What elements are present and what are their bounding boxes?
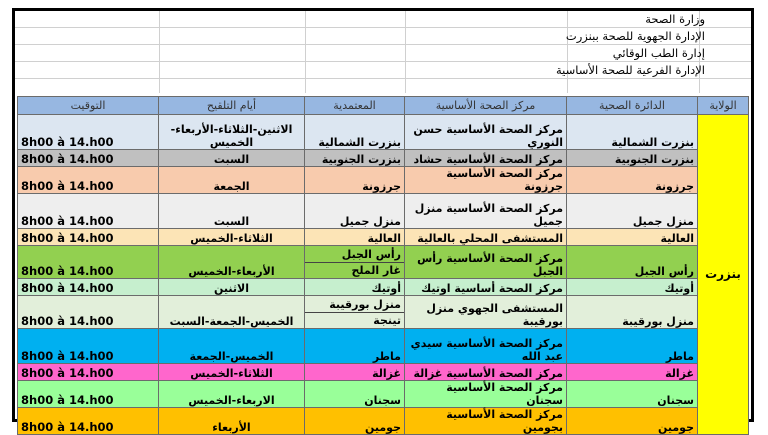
district-cell: سجنان	[567, 381, 698, 408]
vaccination-days-cell: الاثنين	[159, 279, 305, 296]
table-body	[18, 115, 749, 435]
delegation-cell: العالية	[305, 229, 405, 246]
delegation-sub-item: منزل بورقيبة	[329, 298, 401, 311]
delegation-cell	[305, 246, 405, 279]
center-cell: مركز الصحة الأساسية رأس الجبل	[405, 246, 567, 279]
district-cell: ماطر	[567, 329, 698, 364]
spreadsheet-document	[12, 8, 754, 434]
vaccination-schedule-table	[17, 96, 749, 435]
table-row	[18, 150, 749, 167]
time-cell: 8h00 à 14.h00	[18, 229, 159, 246]
district-cell: منزل بورقيبة	[567, 296, 698, 329]
center-cell: مركز الصحة الأساسية حسن النوري	[405, 115, 567, 150]
time-cell: 8h00 à 14.h00	[18, 408, 159, 435]
time-cell: 8h00 à 14.h00	[18, 246, 159, 279]
delegation-sub-item: تينجة	[305, 312, 404, 328]
district-cell: جومين	[567, 408, 698, 435]
vaccination-days-cell: الاربعاء-الخميس	[159, 381, 305, 408]
district-cell: رأس الجبل	[567, 246, 698, 279]
center-cell: المستشفى المحلي بالعالية	[405, 229, 567, 246]
column-header-delegation: المعتمدية	[305, 97, 405, 115]
vaccination-days-cell: الخميس-الجمعة	[159, 329, 305, 364]
time-cell: 8h00 à 14.h00	[18, 279, 159, 296]
time-cell: 8h00 à 14.h00	[18, 115, 159, 150]
vaccination-days-cell: الثلاثاء-الخميس	[159, 229, 305, 246]
delegation-cell: بنزرت الشمالية	[305, 115, 405, 150]
column-header-state: الولاية	[698, 97, 749, 115]
column-header-time: التوقيت	[18, 97, 159, 115]
center-cell: مركز الصحة الأساسية حشاد	[405, 150, 567, 167]
vaccination-days-cell: السبت	[159, 150, 305, 167]
delegation-cell: منزل جميل	[305, 194, 405, 229]
vaccination-days-cell: السبت	[159, 194, 305, 229]
delegation-cell	[305, 296, 405, 329]
vaccination-days-cell: الثلاثاء-الخميس	[159, 364, 305, 381]
delegation-cell: أوتيك	[305, 279, 405, 296]
column-header-days: أيام التلقيح	[159, 97, 305, 115]
time-cell: 8h00 à 14.h00	[18, 167, 159, 194]
table-row	[18, 296, 749, 329]
column-header-district: الدائرة الصحية	[567, 97, 698, 115]
table-row	[18, 381, 749, 408]
header-basic-health-subdirectorate: الإدارة الفرعية للصحة الأساسية	[555, 63, 705, 77]
table-row	[18, 194, 749, 229]
delegation-cell: سجنان	[305, 381, 405, 408]
delegation-cell: جرزونة	[305, 167, 405, 194]
center-cell: مركز الصحة الأساسية بجومين	[405, 408, 567, 435]
center-cell: مركز الصحة أساسية اوتيك	[405, 279, 567, 296]
header-preventive-medicine: إدارة الطب الوقائي	[612, 46, 705, 60]
time-cell: 8h00 à 14.h00	[18, 381, 159, 408]
district-cell: بنزرت الجنوبية	[567, 150, 698, 167]
table-row	[18, 279, 749, 296]
center-cell: مركز الصحة الأساسية جرزونة	[405, 167, 567, 194]
center-cell: مركز الصحة الأساسية سيدي عبد الله	[405, 329, 567, 364]
delegation-sub-item: غار الملح	[305, 262, 404, 278]
table-row	[18, 408, 749, 435]
district-cell: أوتيك	[567, 279, 698, 296]
table-row	[18, 115, 749, 150]
district-cell: جرزونة	[567, 167, 698, 194]
column-header-center: مركز الصحة الأساسية	[405, 97, 567, 115]
delegation-sub-item: رأس الجبل	[341, 248, 401, 261]
district-cell: بنزرت الشمالية	[567, 115, 698, 150]
state-cell: بنزرت	[698, 115, 749, 435]
time-cell: 8h00 à 14.h00	[18, 364, 159, 381]
time-cell: 8h00 à 14.h00	[18, 150, 159, 167]
time-cell: 8h00 à 14.h00	[18, 194, 159, 229]
district-cell: العالية	[567, 229, 698, 246]
table-row	[18, 364, 749, 381]
vaccination-days-cell: الخميس-الجمعة-السبت	[159, 296, 305, 329]
time-cell: 8h00 à 14.h00	[18, 296, 159, 329]
center-cell: المستشفى الجهوي منزل بورقيبة	[405, 296, 567, 329]
district-cell: منزل جميل	[567, 194, 698, 229]
vaccination-days-cell: الأربعاء-الخميس	[159, 246, 305, 279]
district-cell: غزالة	[567, 364, 698, 381]
header-ministry: وزارة الصحة	[645, 12, 705, 26]
table-row	[18, 167, 749, 194]
table-row	[18, 329, 749, 364]
delegation-cell: ماطر	[305, 329, 405, 364]
vaccination-days-cell: الجمعة	[159, 167, 305, 194]
table-header-row	[18, 97, 749, 115]
delegation-cell: غزالة	[305, 364, 405, 381]
vaccination-days-cell: الأربعاء	[159, 408, 305, 435]
delegation-cell: بنزرت الجنوبية	[305, 150, 405, 167]
delegation-cell: جومين	[305, 408, 405, 435]
center-cell: مركز الصحة الأساسية منزل جميل	[405, 194, 567, 229]
table-row	[18, 246, 749, 279]
time-cell: 8h00 à 14.h00	[18, 329, 159, 364]
center-cell: مركز الصحة الأساسية غزالة	[405, 364, 567, 381]
vaccination-days-cell: الاثنين-الثلاثاء-الأربعاء-الخميس	[159, 115, 305, 150]
header-regional-directorate: الإدارة الجهوية للصحة ببنزرت	[565, 29, 705, 43]
center-cell: مركز الصحة الأساسية سجنان	[405, 381, 567, 408]
table-row	[18, 229, 749, 246]
